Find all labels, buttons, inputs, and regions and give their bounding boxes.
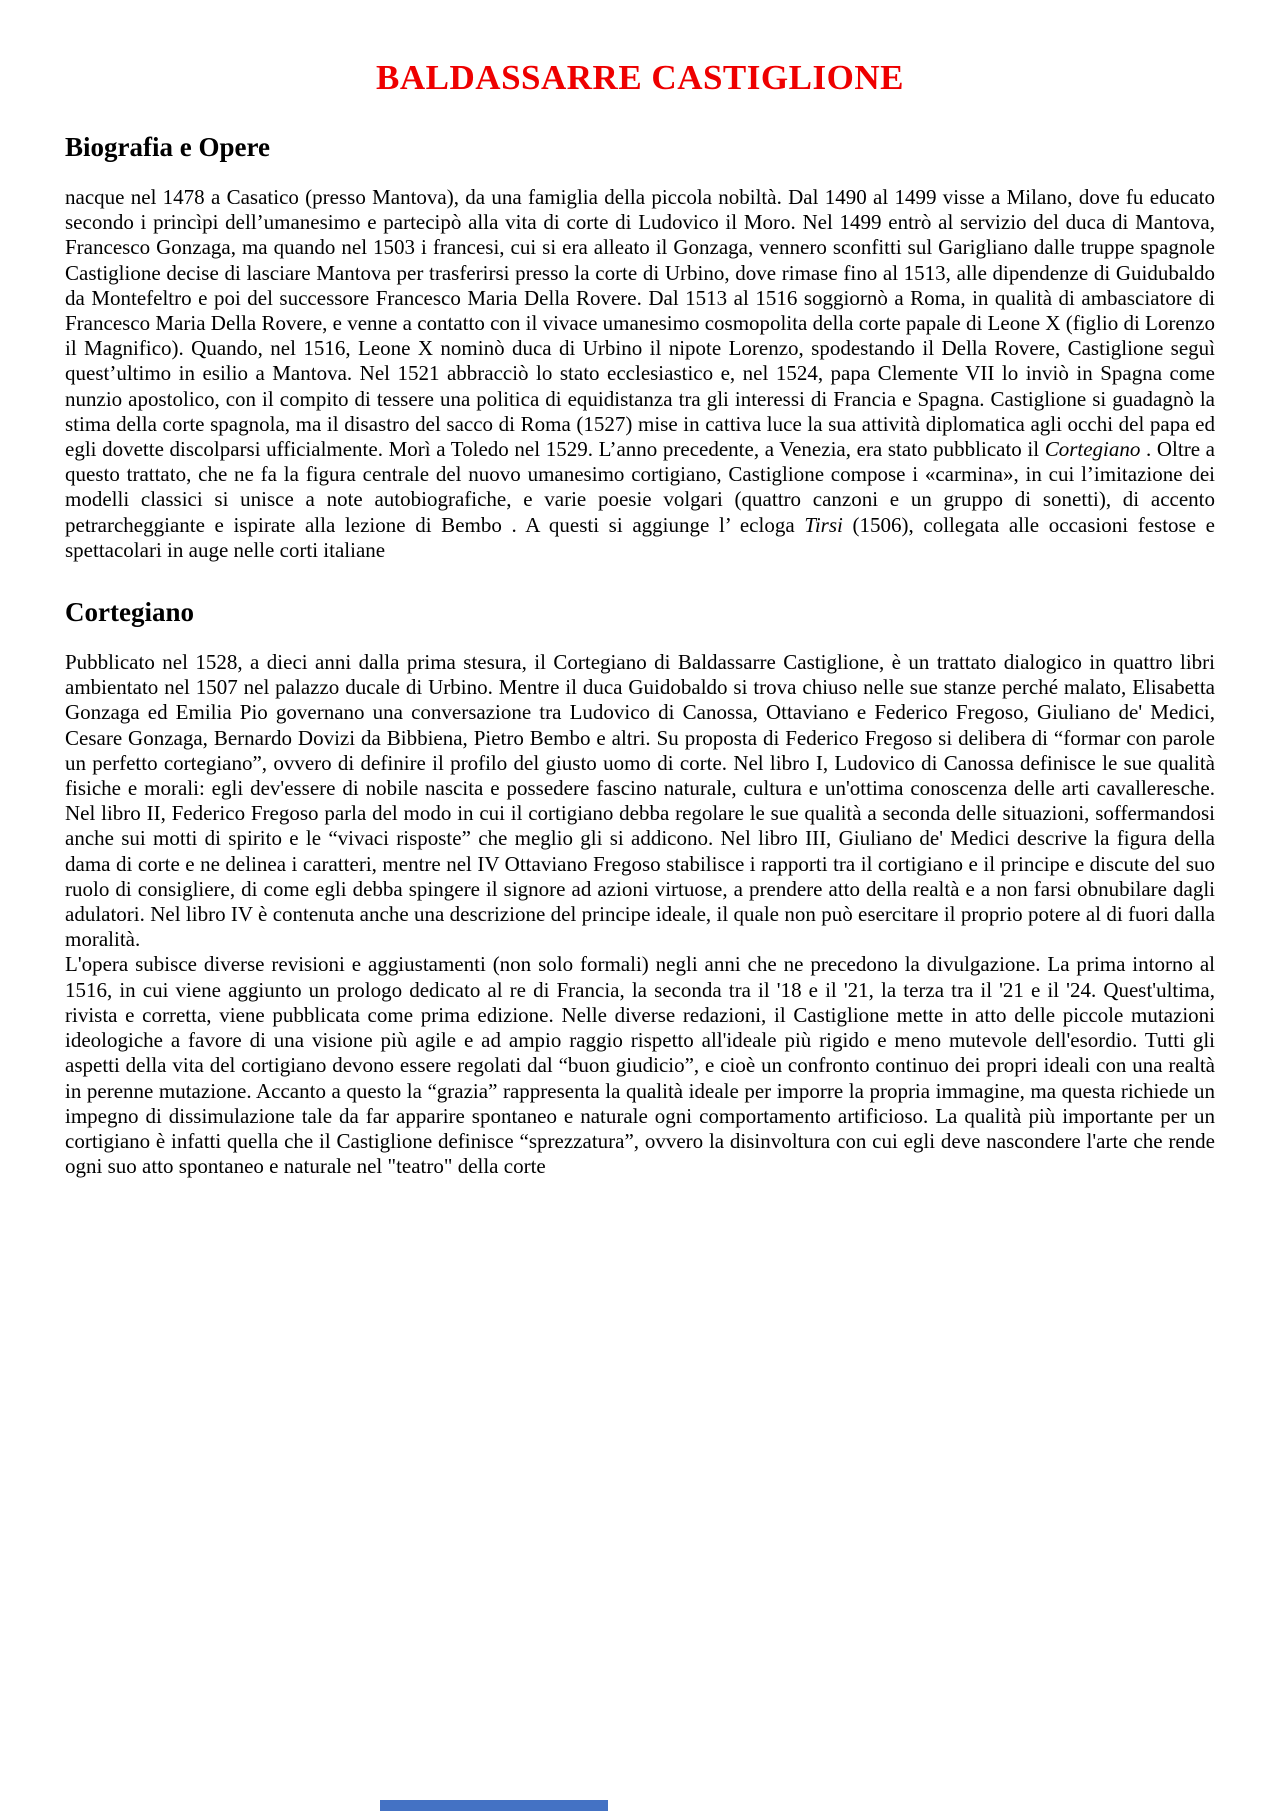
paragraph-biografia: nacque nel 1478 a Casatico (presso Mantova), da una famiglia della piccola nobiltà. Dal 1490 al 1499 visse a Milano, dove fu educato secondo i princìpi dell’umanesimo e partecipò alla vita di corte di Ludovico il Moro. Nel 1499 entrò al servizio del duca di Mantova, Francesco Gonzaga, ma quando nel 1503 i francesi, cui si era alleato il Gonzaga, vennero sconfitti sul Garigliano dalle truppe spagnole Castiglione decise di lasciare Mantova per trasferirsi presso la corte di Urbino, dove rimase fino al 1513, alle dipendenze di Guidubaldo da Montefeltro e poi del successore Francesco Maria Della Rovere. Dal 1513 al 1516 soggiornò a Roma, in qualità di ambasciatore di Francesco Maria Della Rovere, e venne a contatto con il vivace umanesimo cosmopolita della corte papale di Leone X (figlio di Lorenzo il Magnifico). Quando, nel 1516, Leone X nominò duca di Urbino il nipote Lorenzo, spodestando il Della Rovere, Castiglione seguì quest’ultimo in esilio a Mantova. Nel 1521 abbracciò lo stato ecclesiastico e, nel 1524, papa Clemente VII lo inviò in Spagna come nunzio apostolico, con il compito di tessere una politica di equidistanza tra gli interessi di Francia e Spagna. Castiglione si guadagnò la stima della corte spagnola, ma il disastro del sacco di Roma (1527) mise in cattiva luce la sua attività diplomatica agli occhi del papa ed egli dovette discolparsi ufficialmente. Morì a Toledo nel 1529. L’anno precedente, a Venezia, era stato pubblicato il Cortegiano . Oltre a questo trattato, che ne fa la figura centrale del nuovo umanesimo cortigiano, Castiglione compose i «carmina», in cui l’imitazione dei modelli classici si unisce a note autobiografiche, e varie poesie volgari (quattro canzoni e un gruppo di sonetti), di accento petrarcheggiante e ispirate alla lezione di Bembo . A questi si aggiunge l’ ecloga Tirsi (1506), collegata alle occasioni festose e spettacolari in auge nelle corti italiane [65, 185, 1215, 562]
section-heading-biografia: Biografia e Opere [65, 132, 270, 162]
paragraph-cortegiano-struttura: Pubblicato nel 1528, a dieci anni dalla prima stesura, il Cortegiano di Baldassarre Castiglione, è un trattato dialogico in quattro libri ambientato nel 1507 nel palazzo ducale di Urbino. Mentre il duca Guidobaldo si trova chiuso nelle sue stanze perché malato, Elisabetta Gonzaga ed Emilia Pio governano una conversazione tra Ludovico di Canossa, Ottaviano e Federico Fregoso, Giuliano de' Medici, Cesare Gonzaga, Bernardo Dovizi da Bibbiena, Pietro Bembo e altri. Su proposta di Federico Fregoso si delibera di “formar con parole un perfetto cortegiano”, ovvero di definire il profilo del giusto uomo di corte. Nel libro I, Ludovico di Canossa definisce le sue qualità fisiche e morali: egli dev'essere di nobile nascita e possedere fascino naturale, cultura e un'ottima conoscenza delle arti cavalleresche. Nel libro II, Federico Fregoso parla del modo in cui il cortigiano debba regolare le sue qualità a seconda delle situazioni, soffermandosi anche sui motti di spirito e le “vivaci risposte” che meglio gli si addicono. Nel libro III, Giuliano de' Medici descrive la figura della dama di corte e ne delinea i caratteri, mentre nel IV Ottaviano Fregoso stabilisce i rapporti tra il cortigiano e il principe e discute del suo ruolo di consigliere, di come egli debba spingere il signore ad azioni virtuose, a prendere atto della realtà e a non farsi obnubilare dagli adulatori. Nel libro IV è contenuta anche una descrizione del principe ideale, il quale non può esercitare il proprio potere al di fuori dalla moralità. [65, 650, 1215, 952]
document-title: BALDASSARRE CASTIGLIONE [376, 58, 904, 97]
section-cortegiano [65, 597, 1215, 1179]
section-heading-cortegiano: Cortegiano [65, 597, 194, 628]
paragraph-cortegiano-revisioni: L'opera subisce diverse revisioni e aggiustamenti (non solo formali) negli anni che ne precedono la divulgazione. La prima intorno al 1516, in cui viene aggiunto un prologo dedicato al re di Francia, la seconda tra il '18 e il '21, la terza tra il '21 e il '24. Quest'ultima, rivista e corretta, viene pubblicata come prima edizione. Nelle diverse redazioni, il Castiglione mette in atto delle piccole mutazioni ideologiche a favore di una visione più agile e ad ampio raggio rispetto all'ideale più rigido e meno mutevole dell'esordio. Tutti gli aspetti della vita del cortigiano devono essere regolati dal “buon giudicio”, e cioè un confronto continuo dei propri ideali con una realtà in perenne mutazione. Accanto a questo la “grazia” rappresenta la qualità ideale per imporre la propria immagine, ma questa richiede un impegno di dissimulazione tale da far apparire spontaneo e naturale ogni comportamento artificioso. La qualità più importante per un cortigiano è infatti quella che il Castiglione definisce “sprezzatura”, ovvero la disinvoltura con cui egli deve nascondere l'arte che rende ogni suo atto spontaneo e naturale nel "teatro" della corte [65, 952, 1215, 1179]
bottom-blue-bar [380, 1800, 608, 1811]
section-biografia-e-opere [65, 132, 1215, 563]
